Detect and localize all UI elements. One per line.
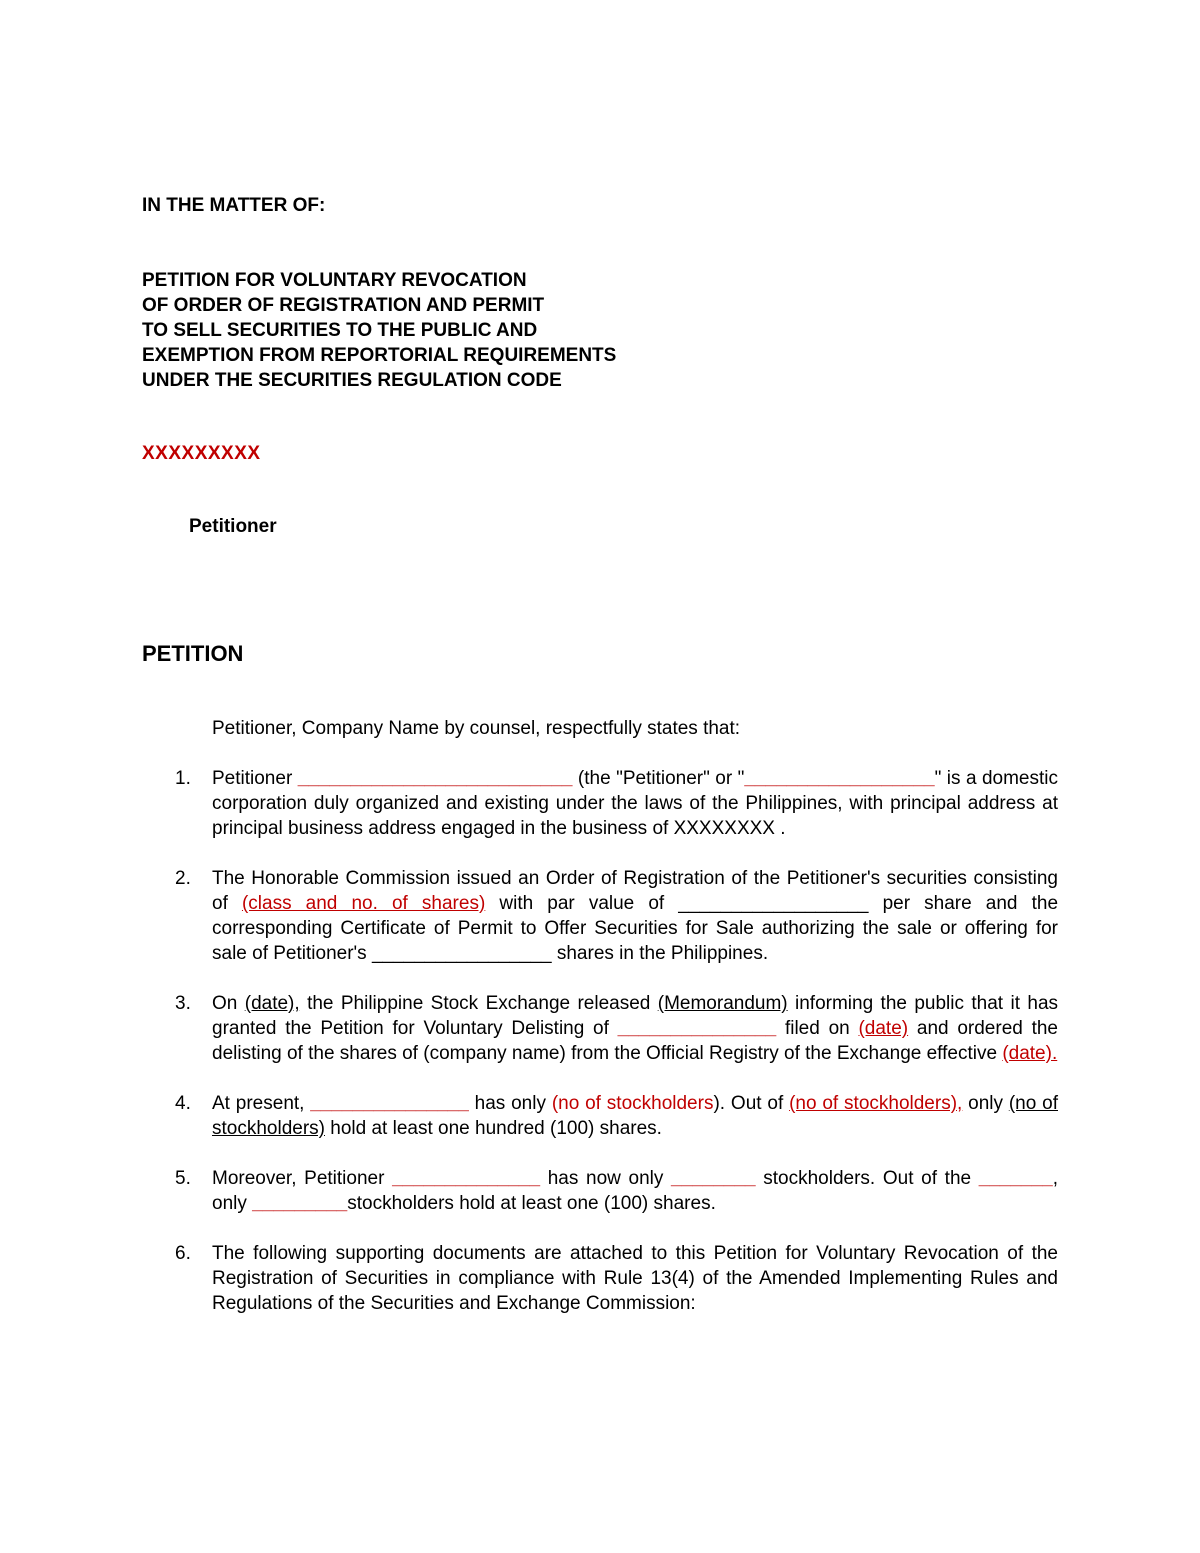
blank-field: __________________: [678, 893, 869, 914]
list-item-body: On (date), the Philippine Stock Exchange released (Memorandum) informing the public that it has granted the Petition for Voluntary Delisting of _______________ filed on (date) and ordered the delisting of the shares of (company name) from the Official Registry of the Exchange effective (date).: [212, 993, 1059, 1064]
placeholder-text: (Memorandum): [657, 993, 788, 1014]
blank-field: ______________: [392, 1168, 541, 1189]
caption-line: UNDER THE SECURITIES REGULATION CODE: [142, 370, 562, 391]
intro-paragraph: Petitioner, Company Name by counsel, respectfully states that:: [212, 718, 741, 739]
caption-line: OF ORDER OF REGISTRATION AND PERMIT: [142, 295, 545, 316]
list-item: [142, 991, 1058, 1066]
placeholder-text: (no of stockholders): [212, 1093, 1058, 1139]
placeholder-text: (class and no. of shares): [241, 893, 486, 914]
list-item-number: 3.: [175, 993, 191, 1014]
list-item-body: The Honorable Commission issued an Order of Registration of the Petitioner's securities consisting of (class and no. of shares) with par value of __________________ per share and the corresponding Certificate of Permit to Offer Securities for Sale authorizing the sale or offering for sale of Petitioner's _________________ shares in the Philippines.: [212, 868, 1059, 964]
placeholder-text: (date).: [1002, 1043, 1058, 1064]
list-item: [142, 866, 1058, 966]
caption-line: EXEMPTION FROM REPORTORIAL REQUIREMENTS: [142, 345, 617, 366]
list-item-body: The following supporting documents are attached to this Petition for Voluntary Revocation of the Registration of Securities in compliance with Rule 13(4) of the Amended Implementing Rules and Regulations of the Securities and Exchange Commission:: [212, 1243, 1058, 1314]
placeholder-text: (no of stockholders),: [789, 1093, 963, 1114]
list-item-number: 1.: [175, 768, 191, 789]
list-item-number: 4.: [175, 1093, 191, 1114]
list-item-body: Moreover, Petitioner ______________ has now only ________ stockholders. Out of the _______, only _________stockholders hold at least one (100) shares.: [212, 1168, 1059, 1214]
blank-field: _________: [252, 1193, 348, 1214]
case-caption: [142, 268, 616, 393]
list-item-number: 2.: [175, 868, 191, 889]
list-item-body: At present, _______________ has only (no of stockholders). Out of (no of stockholders), only (no of stockholders) hold at least one hundred (100) shares.: [212, 1093, 1058, 1139]
blank-field: ________: [671, 1168, 756, 1189]
blank-field: _______________: [617, 1018, 777, 1039]
blank-field: __________________: [744, 768, 935, 789]
caption-line: PETITION FOR VOLUNTARY REVOCATION: [142, 270, 527, 291]
list-item: [142, 1241, 1058, 1316]
blank-field: _________________: [371, 943, 552, 964]
list-item-number: 6.: [175, 1243, 191, 1264]
list-item: [142, 1166, 1058, 1216]
list-item: [142, 1091, 1058, 1141]
petition-heading: PETITION: [142, 641, 244, 666]
petitioner-name-placeholder: XXXXXXXXX: [142, 443, 261, 464]
blank-field: _______: [978, 1168, 1053, 1189]
placeholder-text: (date),: [244, 993, 300, 1014]
blank-field: _______________: [310, 1093, 469, 1114]
matter-heading: IN THE MATTER OF:: [142, 195, 326, 216]
placeholder-text: (date): [858, 1018, 909, 1039]
petitioner-label: Petitioner: [189, 516, 277, 537]
blank-field: __________________________: [297, 768, 573, 789]
list-item-number: 5.: [175, 1168, 191, 1189]
list-item: [142, 766, 1058, 841]
numbered-list: [142, 766, 1058, 1341]
list-item-body: Petitioner __________________________ (the "Petitioner" or "__________________" is a domestic corporation duly organized and existing under the laws of the Philippines, with principal address at principal business address engaged in the business of XXXXXXXX .: [212, 768, 1058, 839]
placeholder-text: (no of stockholders: [551, 1093, 714, 1114]
caption-line: TO SELL SECURITIES TO THE PUBLIC AND: [142, 320, 538, 341]
